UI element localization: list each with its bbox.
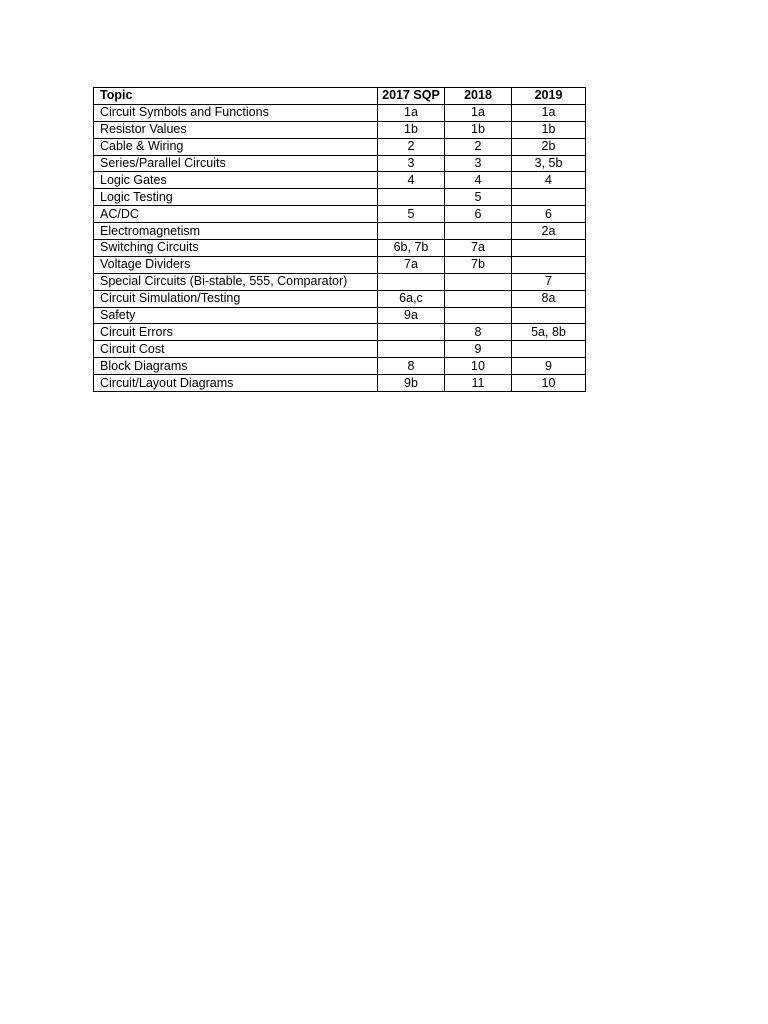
table-row [94,341,586,358]
cell-2018: 3 [445,155,512,172]
table-row [94,290,586,307]
header-2018: 2018 [445,88,512,105]
cell-2017-sqp: 2 [378,138,445,155]
topic-table [93,87,586,392]
cell-2019 [512,341,586,358]
cell-2018: 7b [445,256,512,273]
table-row [94,155,586,172]
table-row [94,104,586,121]
cell-2019: 5a, 8b [512,324,586,341]
table-row [94,121,586,138]
table-row [94,138,586,155]
topic-cell: Logic Testing [94,189,378,206]
topic-cell: Special Circuits (Bi-stable, 555, Comparator) [94,273,378,290]
cell-2017-sqp [378,324,445,341]
cell-2018 [445,307,512,324]
table-row [94,240,586,257]
cell-2019: 8a [512,290,586,307]
cell-2017-sqp: 9b [378,375,445,392]
cell-2018: 6 [445,206,512,223]
cell-2017-sqp: 6b, 7b [378,240,445,257]
topic-cell: Circuit/Layout Diagrams [94,375,378,392]
topic-cell: Voltage Dividers [94,256,378,273]
table-row [94,358,586,375]
cell-2018: 4 [445,172,512,189]
cell-2018 [445,273,512,290]
topic-cell: Logic Gates [94,172,378,189]
cell-2017-sqp: 8 [378,358,445,375]
cell-2018: 9 [445,341,512,358]
cell-2019: 2a [512,223,586,240]
topic-cell: Resistor Values [94,121,378,138]
cell-2017-sqp: 3 [378,155,445,172]
cell-2017-sqp: 5 [378,206,445,223]
cell-2018: 11 [445,375,512,392]
cell-2019: 1b [512,121,586,138]
topic-cell: Cable & Wiring [94,138,378,155]
cell-2019: 6 [512,206,586,223]
table-row [94,206,586,223]
topic-cell: Circuit Errors [94,324,378,341]
cell-2019: 10 [512,375,586,392]
cell-2017-sqp [378,223,445,240]
header-2017-sqp: 2017 SQP [378,88,445,105]
cell-2017-sqp: 1b [378,121,445,138]
cell-2017-sqp: 7a [378,256,445,273]
table-row [94,172,586,189]
cell-2019: 1a [512,104,586,121]
cell-2017-sqp: 6a,c [378,290,445,307]
table-body [94,104,586,391]
cell-2019: 2b [512,138,586,155]
topic-cell: Electromagnetism [94,223,378,240]
topic-cell: Circuit Simulation/Testing [94,290,378,307]
table-row [94,324,586,341]
table-row [94,189,586,206]
table-row [94,223,586,240]
topic-cell: Circuit Symbols and Functions [94,104,378,121]
table-row [94,307,586,324]
cell-2019: 4 [512,172,586,189]
cell-2017-sqp: 1a [378,104,445,121]
topic-cell: Switching Circuits [94,240,378,257]
cell-2018: 5 [445,189,512,206]
table-row [94,375,586,392]
cell-2017-sqp: 4 [378,172,445,189]
cell-2018: 2 [445,138,512,155]
table-header-row [94,88,586,105]
cell-2017-sqp [378,341,445,358]
cell-2017-sqp: 9a [378,307,445,324]
topic-cell: Circuit Cost [94,341,378,358]
cell-2018: 10 [445,358,512,375]
cell-2018: 8 [445,324,512,341]
cell-2018: 1b [445,121,512,138]
topic-cell: AC/DC [94,206,378,223]
cell-2018: 1a [445,104,512,121]
header-topic: Topic [94,88,378,105]
topic-cell: Series/Parallel Circuits [94,155,378,172]
cell-2019 [512,256,586,273]
cell-2018: 7a [445,240,512,257]
header-2019: 2019 [512,88,586,105]
table-row [94,256,586,273]
cell-2018 [445,223,512,240]
cell-2017-sqp [378,189,445,206]
cell-2019 [512,189,586,206]
topic-cell: Safety [94,307,378,324]
cell-2019 [512,307,586,324]
cell-2019 [512,240,586,257]
topic-cell: Block Diagrams [94,358,378,375]
cell-2019: 7 [512,273,586,290]
cell-2019: 9 [512,358,586,375]
cell-2017-sqp [378,273,445,290]
cell-2019: 3, 5b [512,155,586,172]
cell-2018 [445,290,512,307]
table-row [94,273,586,290]
